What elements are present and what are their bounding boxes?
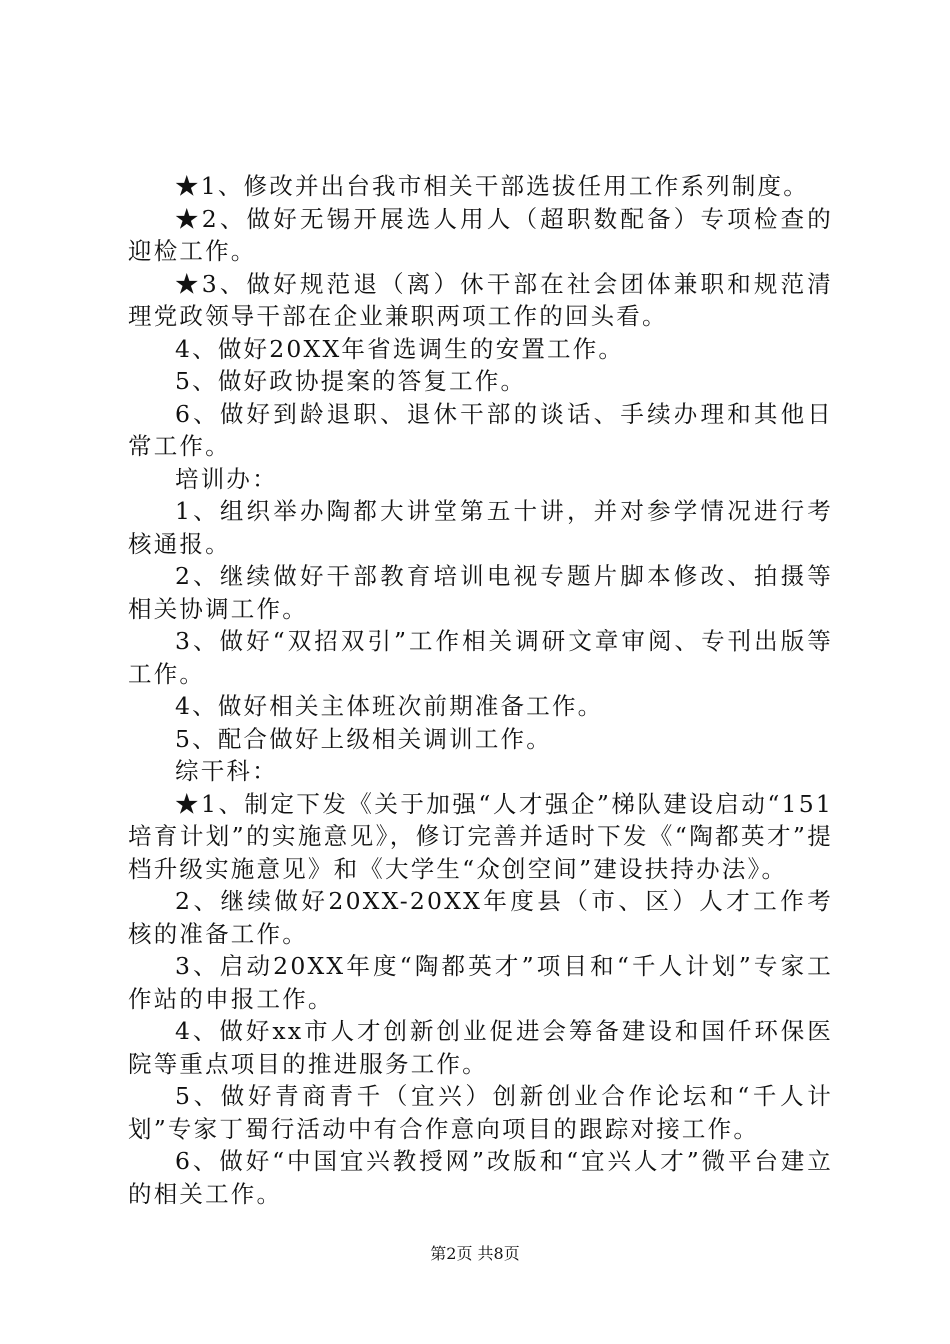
paragraph-cadre-3: ★3、做好规范退（离）休干部在社会团体兼职和规范清理党政领导干部在企业兼职两项工作的回头看。 — [128, 269, 833, 330]
paragraph-talent-2: 2、继续做好20XX-20XX年度县（市、区）人才工作考核的准备工作。 — [128, 887, 833, 948]
paragraph-cadre-2: ★2、做好无锡开展选人用人（超职数配备）专项检查的迎检工作。 — [128, 204, 833, 265]
paragraph-talent-5: 5、做好青商青千（宜兴）创新创业合作论坛和“千人计划”专家丁蜀行活动中有合作意向项目的跟踪对接工作。 — [128, 1082, 833, 1143]
section-heading-comprehensive-cadre: 综干科： — [175, 757, 278, 785]
paragraph-cadre-1: ★1、修改并出台我市相关干部选拔任用工作系列制度。 — [175, 172, 809, 200]
paragraph-training-5: 5、配合做好上级相关调训工作。 — [175, 724, 552, 753]
paragraph-talent-4: 4、做好xx市人才创新创业促进会筹备建设和国仟环保医院等重点项目的推进服务工作。 — [128, 1017, 833, 1078]
paragraph-talent-6: 6、做好“中国宜兴教授网”改版和“宜兴人才”微平台建立的相关工作。 — [128, 1147, 833, 1208]
page-number-footer: 第2页 共8页 — [430, 1244, 520, 1263]
paragraph-cadre-4: 4、做好20XX年省选调生的安置工作。 — [175, 334, 625, 363]
paragraph-talent-3: 3、启动20XX年度“陶都英才”项目和“千人计划”专家工作站的申报工作。 — [128, 952, 833, 1013]
paragraph-training-2: 2、继续做好干部教育培训电视专题片脚本修改、拍摄等相关协调工作。 — [128, 562, 833, 623]
paragraph-training-3: 3、做好“双招双引”工作相关调研文章审阅、专刊出版等工作。 — [128, 627, 833, 688]
paragraph-training-1: 1、组织举办陶都大讲堂第五十讲，并对参学情况进行考核通报。 — [128, 497, 833, 558]
paragraph-cadre-5: 5、做好政协提案的答复工作。 — [175, 367, 527, 395]
section-heading-training-office: 培训办： — [175, 464, 278, 493]
paragraph-training-4: 4、做好相关主体班次前期准备工作。 — [175, 692, 604, 720]
document-body — [128, 170, 833, 1210]
paragraph-cadre-6: 6、做好到龄退职、退休干部的谈话、手续办理和其他日常工作。 — [128, 399, 833, 460]
paragraph-talent-1: ★1、制定下发《关于加强“人才强企”梯队建设启动“151培育计划”的实施意见》，修订完善并适时下发《“陶都英才”提档升级实施意见》和《大学生“众创空间”建设扶持办法》。 — [128, 789, 833, 883]
